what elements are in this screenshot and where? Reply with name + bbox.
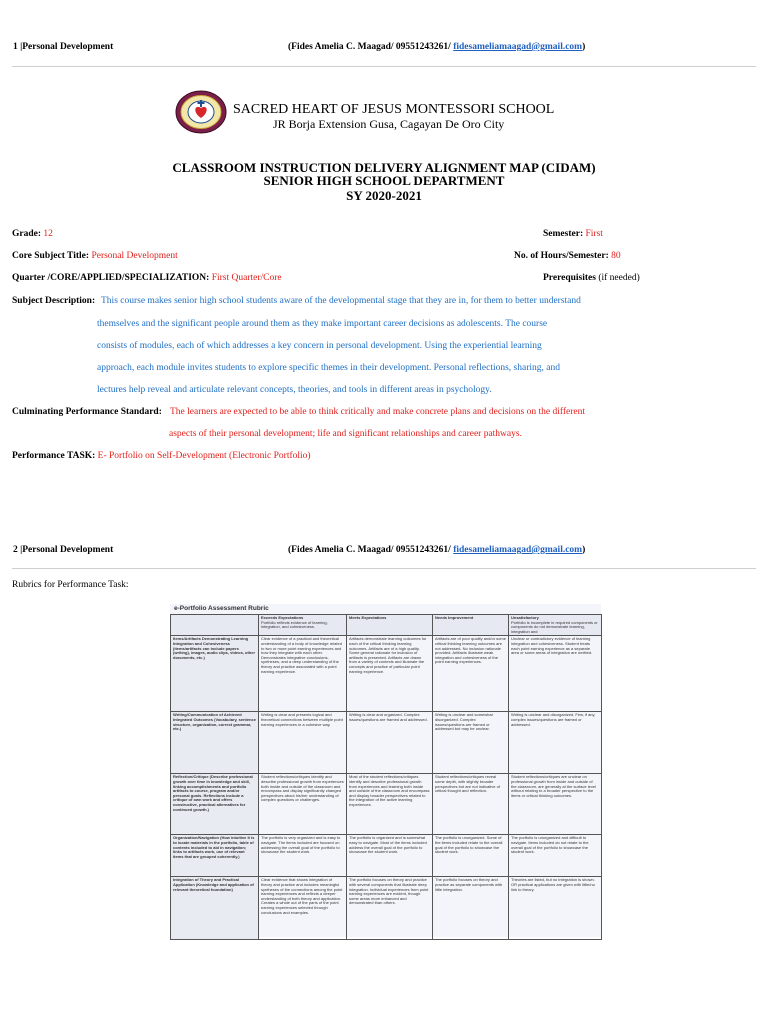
rubric-cell: The portfolio is organized and is somewhat easy to navigate. Most of the items included address the overall goal of the portfolio to showcase the student work. (347, 835, 433, 877)
core-subject-field: Core Subject Title: Personal Development (12, 251, 178, 261)
school-name: SACRED HEART OF JESUS MONTESSORI SCHOOL (233, 102, 555, 117)
table-row (171, 877, 602, 940)
core-subject-label: Core Subject Title (12, 251, 86, 261)
department-title: SENIOR HIGH SCHOOL DEPARTMENT (263, 173, 505, 188)
school-seal-icon (174, 90, 228, 134)
rubric-cell: Artifacts demonstrate learning outcomes for each of the critical thinking learning outcomes. Artifacts are of a high quality. Some general rationale for inclusion of artifacts is presented. Artifacts are drawn from a variety of contexts and illustrate the concepts and practice of particular point earning experience. (347, 636, 433, 712)
rubric-cell: Writing is clear and organized. Complex issues/questions are framed and addressed. (347, 712, 433, 774)
rubric-cell: Writing is unclear and somewhat disorganized. Complex issues/questions are framed or addressed but may be unclear. (433, 712, 509, 774)
rubric-cell: The portfolio is unorganized and difficult to navigate. Items included do not relate to the overall goal of the portfolio to showcase the student work. (509, 835, 602, 877)
page1-header-label: 1 |Personal Development (13, 42, 114, 52)
rubric-header-cell: Needs Improvement (433, 615, 509, 636)
subject-desc-line-3: consists of modules, each of which addresses a key concern in personal development. Using the experiential learning (97, 341, 542, 351)
subject-desc-line-1: This course makes senior high school students aware of the developmental stage that they are in, for them to better understand (101, 296, 581, 306)
rubric-header-cell: Meets Expectations (347, 615, 433, 636)
prereq-label: Prerequisites (543, 273, 596, 283)
grade-label: Grade (12, 229, 38, 239)
rubric-title: e-Portfolio Assessment Rubric (174, 605, 269, 612)
core-subject-value: Personal Development (91, 251, 178, 261)
school-year-title: SY 2020-2021 (346, 188, 422, 203)
author-text: (Fides Amelia C. Maagad/ 09551243261/ (288, 42, 454, 52)
culminating-label-wrap: Culminating Performance Standard: (12, 407, 162, 417)
rubric-cell: Clear evidence that shows integration of theory and practice and includes meaningful syntheses of the connections among the point earning experiences and reflects a deeper understanding of both theory and application. Creates a whole out of the parts of the point earning experiences selected through conclusions and examples. (259, 877, 347, 940)
semester-value: First (585, 229, 603, 239)
rubric-cell: The portfolio is very organized and is easy to navigate. The items included are focused on addressing the overall goal of the portfolio to showcase the student work. (259, 835, 347, 877)
rubric-cell: Unclear or contradictory evidence of learning integration and cohesiveness. Student treats each point earning experience as a separate area or some areas of integration are omitted. (509, 636, 602, 712)
culminating-line-1: The learners are expected to be able to think critically and make concrete plans and decisions on the different (170, 407, 586, 417)
hours-field: No. of Hours/Semester: 80 (514, 251, 621, 261)
subject-desc-label: Subject Description (12, 296, 92, 306)
hours-value: 80 (611, 251, 621, 261)
table-row (171, 636, 602, 712)
rubric-criterion: Writing/Communication of Achieved Integrated Outcomes (Vocabulary, sentence structure, organization, correct grammar, etc.) (171, 712, 259, 774)
page1-header-author (288, 42, 585, 52)
page2-header-rule (12, 568, 756, 569)
rubric-cell: Theories are listed, but no integration is shown. OR practical applications are given with little/no link to theory. (509, 877, 602, 940)
task-label: Performance TASK (12, 451, 93, 461)
task-value: E- Portfolio on Self-Development (Electronic Portfolio) (97, 451, 311, 461)
hours-label: No. of Hours/Semester (514, 251, 606, 261)
grade-value: 12 (43, 229, 53, 239)
prereq-value: (if needed) (598, 273, 640, 283)
subject-desc-line-2: themselves and the significant people around them as they make important career decisions as adolescents. The course (97, 319, 548, 329)
page2-header-author (288, 545, 585, 555)
semester-field: Semester: First (543, 229, 603, 239)
table-row (171, 712, 602, 774)
author-email-link[interactable]: fidesameliamaagad@gmail.com (453, 42, 583, 52)
page1-header-rule (12, 66, 756, 67)
rubric-cell: Writing is clear and presents logical and theoretical connections between multiple point earning experiences in a cohesive way. (259, 712, 347, 774)
subject-desc-label-wrap: Subject Description: (12, 296, 96, 306)
rubric-cell: Student reflections/critiques identify and describe professional growth from experiences both inside and outside of the classroom and encompass and display significantly changed perspectives about his/her understanding of complex questions or challenges. (259, 774, 347, 835)
author-close: ) (582, 545, 586, 555)
rubric-header-cell (171, 615, 259, 636)
subject-desc-line-5: lectures help reveal and articulate relevant concepts, theories, and tools in different areas in psychology. (97, 385, 492, 395)
quarter-field: Quarter /CORE/APPLIED/SPECIALIZATION: First Quarter/Core (12, 273, 282, 283)
rubric-cell: Student reflections/critiques reveal some depth, with slightly broader perspectives but are not indicative of critical thought and reflection. (433, 774, 509, 835)
table-row (171, 774, 602, 835)
rubric-header-cell: Exceeds Expectations Portfolio reflects evidence of learning, integration, and cohesiveness. (259, 615, 347, 636)
portfolio-rubric (170, 604, 601, 937)
quarter-value: First Quarter/Core (211, 273, 282, 283)
page2-header-label: 2 |Personal Development (13, 545, 114, 555)
author-close: ) (582, 42, 586, 52)
rubric-cell: Clear evidence of a practical and theoretical understanding of a body of knowledge related to two or more point earning experiences and how they integrate with each other. Demonstrates integrative conclusions, syntheses, and a deep understanding of the theory and practice associated with a point earning experience. (259, 636, 347, 712)
rubric-header-cell: Unsatisfactory Portfolio is incomplete in required components or components do not demonstrate learning, integration and (509, 615, 602, 636)
rubric-cell: The portfolio focuses on theory and practice as separate components with little integration. (433, 877, 509, 940)
rubric-criterion: Organization/Navigation (How intuitive it is to locate materials in the portfolio, table of contents included to aid in navigation; links to artifacts work, use of relevant items that are grouped coherently.) (171, 835, 259, 877)
rubric-cell: The portfolio focuses on theory and practice with several components that illustrate deep integration. Individual experiences from point earning experiences are evident, though some areas more enhanced and demonstrated than others. (347, 877, 433, 940)
table-row (171, 835, 602, 877)
rubrics-heading: Rubrics for Performance Task: (12, 580, 129, 590)
rubric-criterion: Reflection/Critique (Describe professional growth over time in knowledge and skill, linking accomplishments and portfolio artifacts to course, program and/or personal goals. Reflections include a critique of own work and offers constructive, practical alternatives for continued growth.) (171, 774, 259, 835)
culminating-label: Culminating Performance Standard (12, 407, 159, 417)
rubric-cell: Writing is unclear and disorganized. Few, if any, complex issues/questions are framed or addressed. (509, 712, 602, 774)
author-email-link[interactable]: fidesameliamaagad@gmail.com (453, 545, 583, 555)
rubric-cell: Most of the student reflections/critiques identify and describe professional growth from experiences and learning both inside and outside of the classroom and encompass and display broader perspectives related to the integration of the active learning experiences. (347, 774, 433, 835)
quarter-label: Quarter /CORE/APPLIED/SPECIALIZATION (12, 273, 207, 283)
rubric-criterion: Items/Artifacts Demonstrating Learning Integration and Cohesiveness (items/artifacts can include papers (writing), images, audio clips, videos, other documents, etc.) (171, 636, 259, 712)
culminating-line-2: aspects of their personal development; life and significant relationships and career pathways. (169, 429, 522, 439)
rubric-cell: Student reflections/critiques are unclear on professional growth from inside and outside of the classroom, are generally at the surface level without relating to a broader perspective to the items or critical thinking outcomes. (509, 774, 602, 835)
grade-field: Grade: 12 (12, 229, 53, 239)
semester-label: Semester (543, 229, 580, 239)
rubric-cell: Artifacts are of poor quality and/or some critical thinking learning outcomes are not addressed. No inclusion rationale provided. Artifacts illustrate weak integration and cohesiveness of the point earning experiences. (433, 636, 509, 712)
rubric-criterion: Integration of Theory and Practical Application (Knowledge and application of relevant theoretical foundation) (171, 877, 259, 940)
rubric-table (170, 614, 602, 940)
author-text: (Fides Amelia C. Maagad/ 09551243261/ (288, 545, 454, 555)
prereq-field (543, 273, 640, 283)
rubric-cell: The portfolio is unorganized. Some of the items included relate to the overall goal of the portfolio to showcase the student work. (433, 835, 509, 877)
school-address: JR Borja Extension Gusa, Cagayan De Oro City (273, 117, 505, 131)
rubric-header-row (171, 615, 602, 636)
cidam-title: CLASSROOM INSTRUCTION DELIVERY ALIGNMENT MAP (CIDAM) (172, 160, 596, 175)
task-field: Performance TASK: E- Portfolio on Self-Development (Electronic Portfolio) (12, 451, 311, 461)
subject-desc-line-4: approach, each module invites students to explore specific themes in their development. Personal reflections, sharing, and (97, 363, 560, 373)
